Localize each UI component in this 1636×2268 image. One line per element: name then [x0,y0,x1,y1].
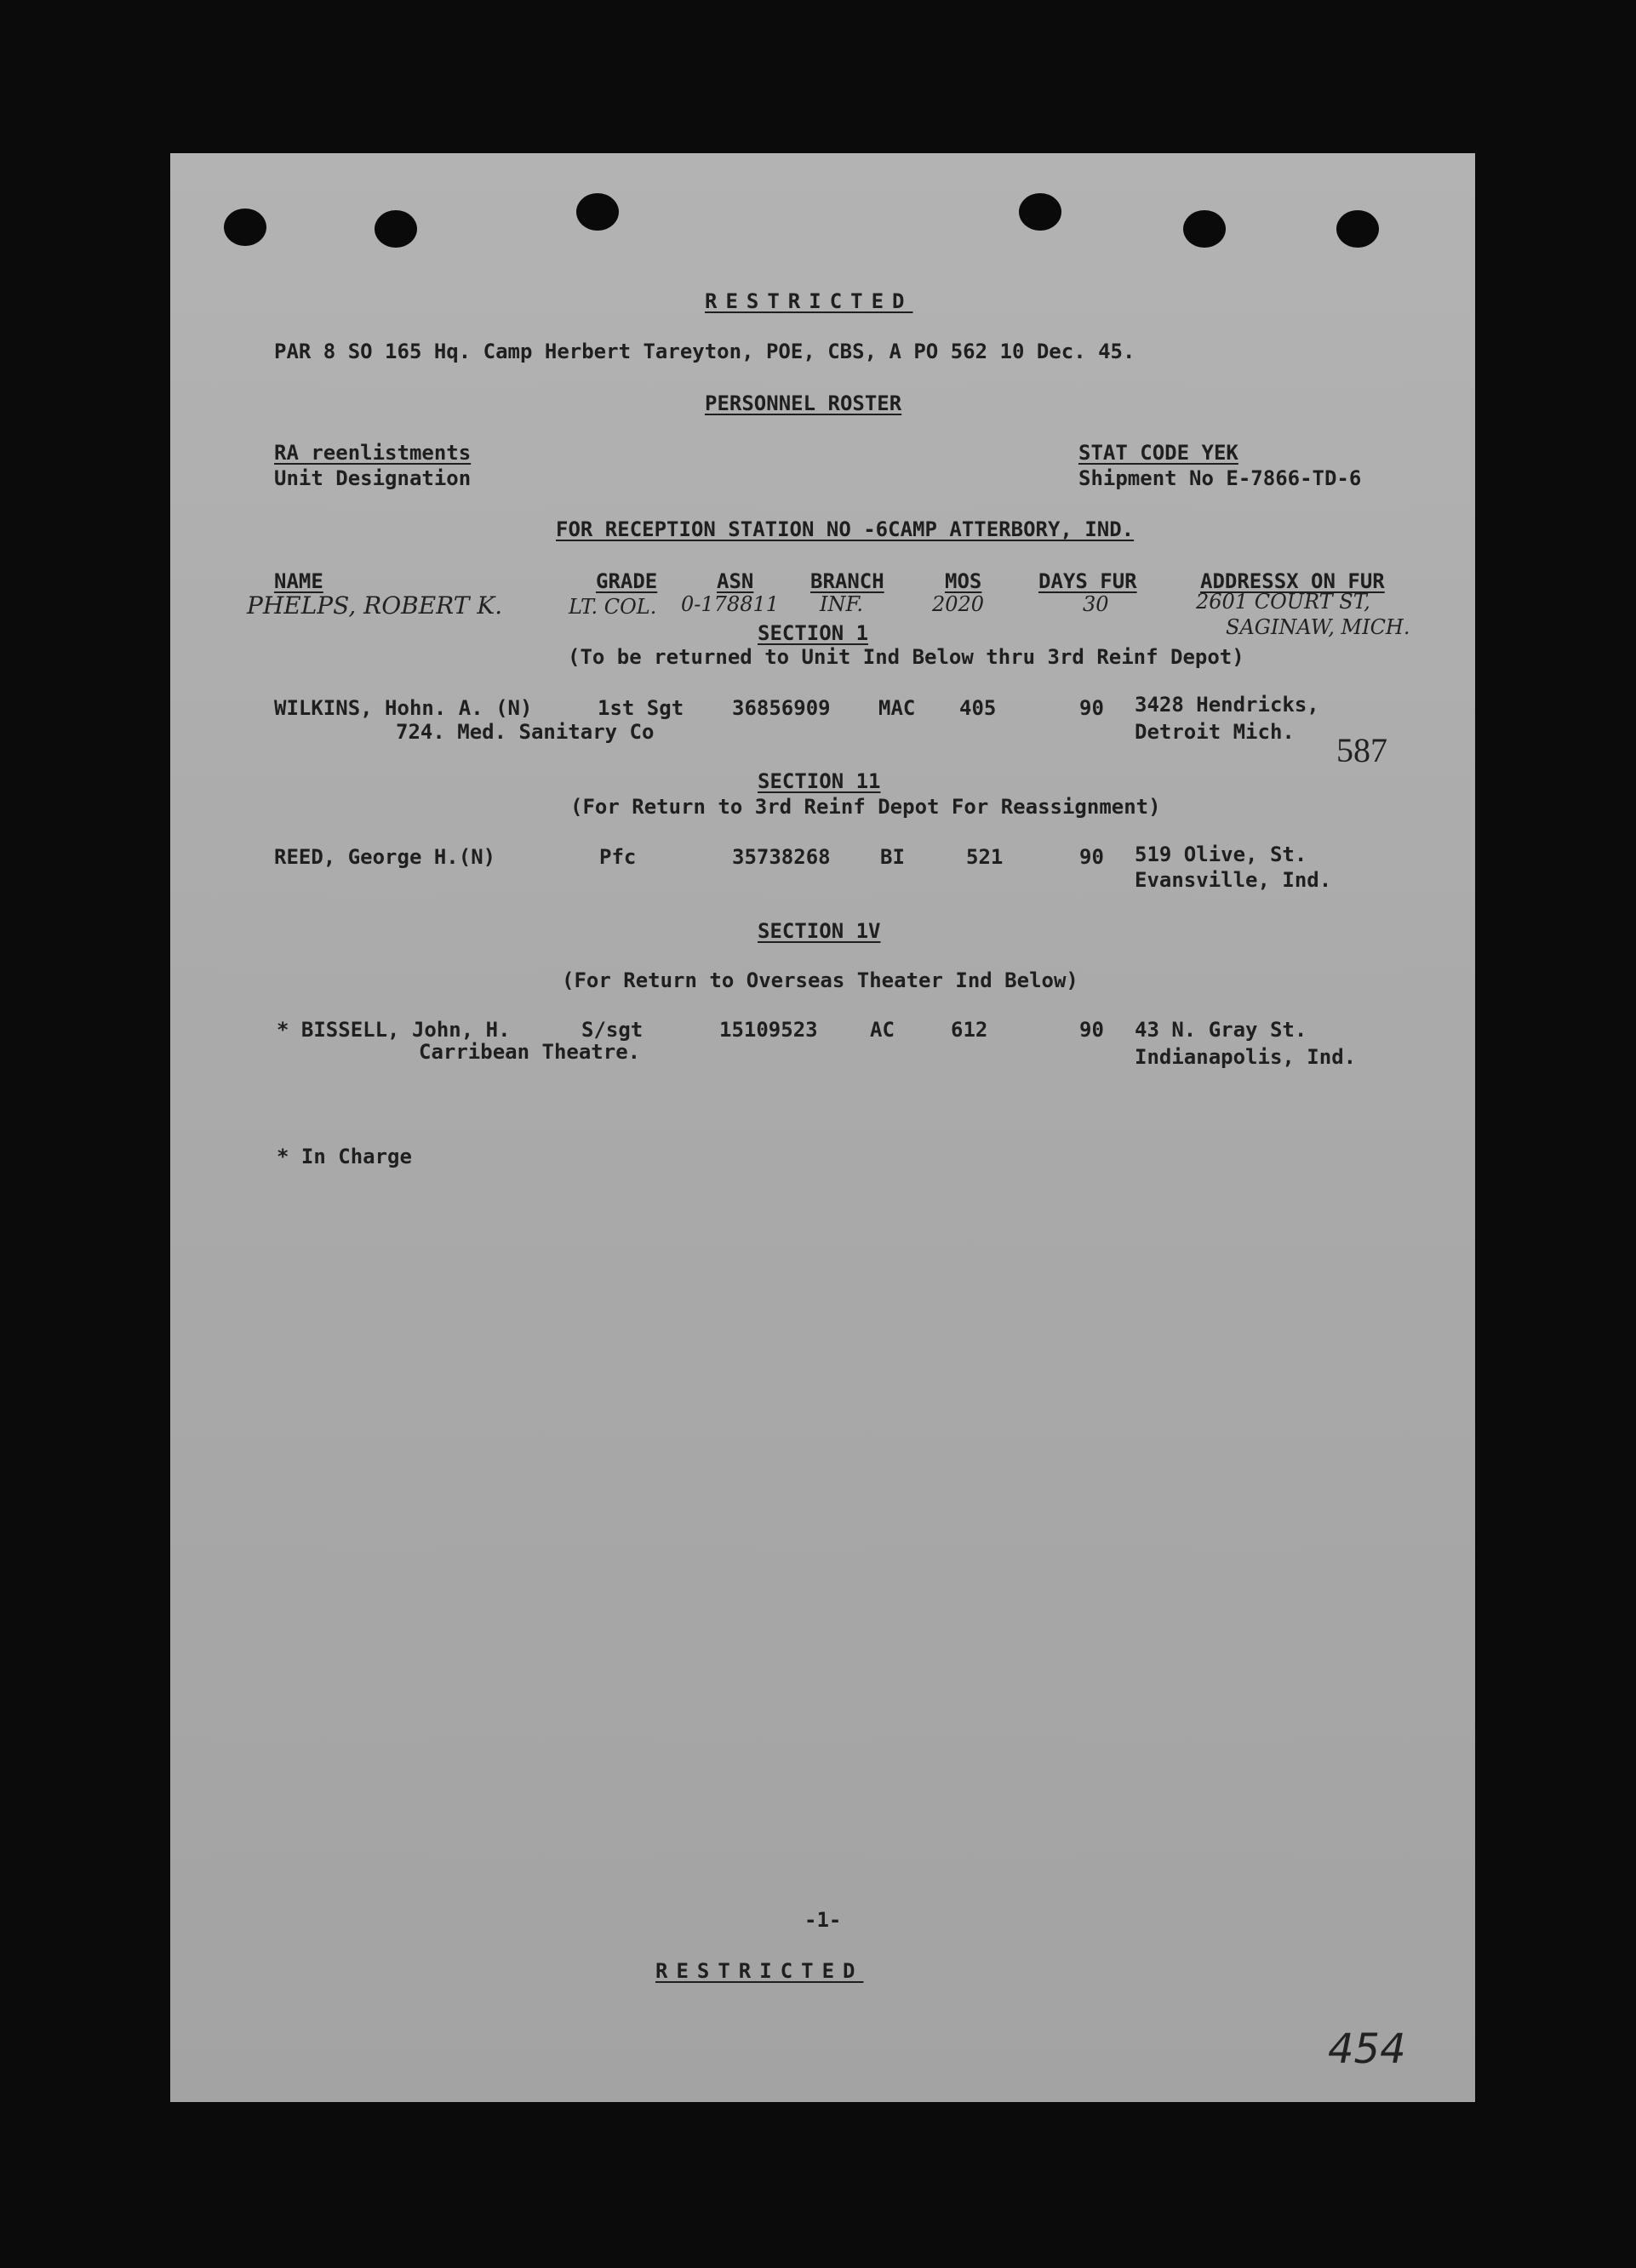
section-1-title: SECTION 1 [758,621,869,645]
reed-asn: 35738268 [732,845,831,869]
col-grade: GRADE [596,569,658,593]
col-days-fur: DAYS FUR [1038,569,1137,593]
punch-hole [1336,210,1379,248]
reed-grade: Pfc [599,845,637,869]
officer-grade: LT. COL. [569,595,657,619]
punch-hole [1019,193,1061,231]
officer-asn: 0-178811 [681,592,779,616]
wilkins-name: WILKINS, Hohn. A. (N) [274,696,533,720]
wilkins-mos: 405 [959,696,997,720]
col-mos: MOS [945,569,982,593]
section-1v-note: (For Return to Overseas Theater Ind Below) [562,968,1078,992]
bissell-name: * BISSELL, John, H. [277,1018,511,1042]
section-1v-title: SECTION 1V [758,919,881,943]
officer-mos: 2020 [932,592,985,616]
officer-name: PHELPS, ROBERT K. [247,591,503,620]
col-asn: ASN [717,569,754,593]
col-branch: BRANCH [810,569,884,593]
stat-code: STAT CODE YEK [1078,441,1238,465]
reed-name: REED, George H.(N) [274,845,496,869]
roster-title: PERSONNEL ROSTER [705,391,902,415]
classification-footer: RESTRICTED [655,1959,864,1983]
document-page [170,153,1475,2102]
bissell-days: 90 [1079,1018,1104,1042]
order-line: PAR 8 SO 165 Hq. Camp Herbert Tareyton, POE, CBS, A PO 562 10 Dec. 45. [274,340,1135,363]
wilkins-unit: 724. Med. Sanitary Co [396,720,655,744]
footnote-in-charge: * In Charge [277,1145,412,1168]
handwritten-page-number: 454 [1328,2025,1406,2073]
section-11-note: (For Return to 3rd Reinf Depot For Reassignment) [570,795,1161,819]
wilkins-address-line2: Detroit Mich. [1135,720,1295,744]
reed-days: 90 [1079,845,1104,869]
classification-header: RESTRICTED [705,289,913,313]
officer-branch: INF. [820,592,864,616]
unit-name: RA reenlistments [274,441,472,465]
reception-station: FOR RECEPTION STATION NO -6CAMP ATTERBORY, IND. [556,517,1135,541]
punch-hole [224,209,266,246]
bissell-asn: 15109523 [719,1018,818,1042]
punch-hole [576,193,619,231]
section-11-title: SECTION 11 [758,769,881,793]
wilkins-grade: 1st Sgt [598,696,684,720]
bissell-grade: S/sgt [581,1018,644,1042]
wilkins-branch: MAC [878,696,916,720]
stamp-number: 587 [1336,731,1387,769]
wilkins-address-line1: 3428 Hendricks, [1135,693,1319,717]
reed-mos: 521 [966,845,1004,869]
bissell-branch: AC [870,1018,895,1042]
officer-address-line1: 2601 COURT ST, [1196,590,1370,614]
officer-address-line2: SAGINAW, MICH. [1226,615,1410,639]
punch-hole [1183,210,1226,248]
col-name: NAME [274,569,323,593]
wilkins-days: 90 [1079,696,1104,720]
reed-address-line1: 519 Olive, St. [1135,843,1307,866]
officer-days: 30 [1083,592,1109,616]
section-1-note: (To be returned to Unit Ind Below thru 3rd Reinf Depot) [568,645,1244,669]
bissell-mos: 612 [951,1018,988,1042]
punch-hole [375,210,417,248]
unit-designation-label: Unit Designation [274,466,472,490]
shipment-number: Shipment No E-7866-TD-6 [1078,466,1362,490]
bissell-address-line2: Indianapolis, Ind. [1135,1045,1357,1069]
reed-branch: BI [880,845,905,869]
page-number: -1- [804,1908,842,1932]
reed-address-line2: Evansville, Ind. [1135,868,1332,892]
wilkins-asn: 36856909 [732,696,831,720]
bissell-unit: Carribean Theatre. [419,1040,641,1064]
bissell-address-line1: 43 N. Gray St. [1135,1018,1307,1042]
col-address: ADDRESSX ON FUR [1200,569,1385,593]
